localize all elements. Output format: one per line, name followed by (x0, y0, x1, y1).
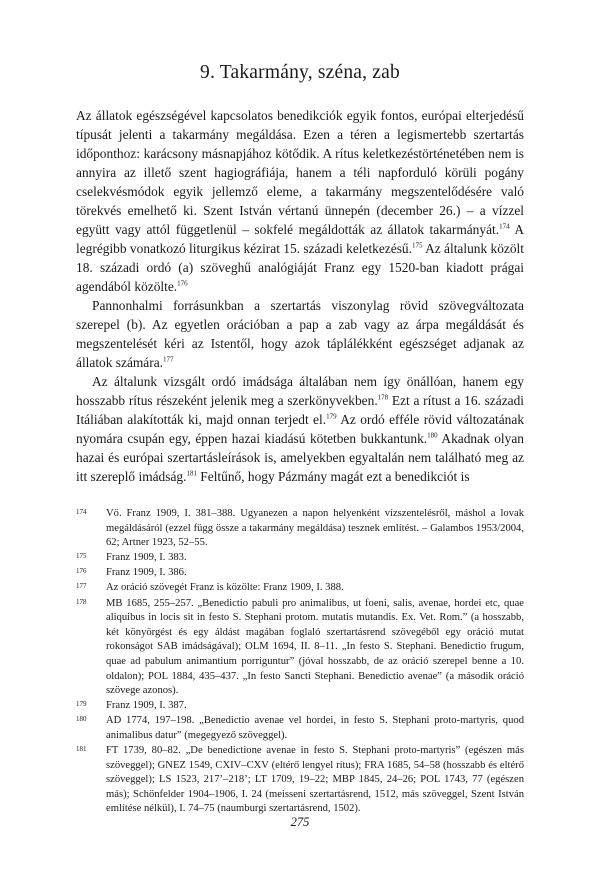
footnote-number: 178 (76, 597, 87, 606)
footnote (76, 597, 524, 699)
footnote-number: 175 (76, 552, 87, 561)
footnote (76, 744, 524, 817)
footnote-text: Vö. Franz 1909, I. 381–388. Ugyanezen a napon helyenként vízszentelésről, máshol a lovak megáldásáról (ezzel függ össze a takarmány megáldása) tesznek említést. – Galambos 1953/2004, 62; Artner 1923, 52–55. (106, 508, 524, 549)
footnote-text: FT 1739, 80–82. „De benedictione avenae in festo S. Stephani proto-martyris” (egészen más szöveggel); GNEZ 1549, CXIV–CXV (eltérő lengyel rítus); FRA 1685, 54–58 (hosszabb és eltérő szöveggel); LS 1523, 217’–218’; LT 1709, 19–22; MBP 1845, 24–26; POL 1743, 77 (egészen más); Schönfelder 1904–1906, I. 24 (meisseni szertartásrend, 1512, más szöveggel, Szent István említése nélkül), I. 74–75 (naumburgi szertartásrend, 1502). (106, 745, 524, 815)
footnote-number: 180 (76, 715, 87, 724)
page-number: 275 (290, 815, 310, 829)
footnote-reference: 177 (163, 355, 174, 364)
body-paragraph (76, 106, 524, 296)
footnote-text: MB 1685, 255–257. „Benedictio pabuli pro animalibus, ut foeni, salis, avenae, hordei etc, quae aliquibus in locis sit in festo S. Stephani protom. mutatis mutandis. Ex. Vet. Rom.” (a hosszabb, két könyörgést és egy áldást magában foglaló szertartásrend szövegéből egy oráció mutat rokonságot SAB imádságával); OLM 1694, II. 8–11. „In festo S. Stephani. Benedictio frugum, quae ad pabulum animantium porriguntur” (jóval hosszabb, de az oráció szerepel benne a 10. oldalon); POL 1884, 435–437. „In festo Sancti Stephani. Benedictio avenae” (a második oráció szövege azonos). (106, 597, 524, 697)
footnote-reference: 179 (326, 412, 337, 421)
footnote-reference: 180 (427, 431, 438, 440)
footnote (76, 551, 524, 566)
footnote-reference: 174 (499, 222, 510, 231)
footnote-reference: 176 (177, 279, 188, 288)
paragraph-text: Akadnak olyan hazai és európai szertartásleírások is, amelyekben egyaltalán nem található meg az itt szereplő imádság. (76, 431, 524, 484)
paragraph-text: Az ordó efféle rövid változatának nyomára csupán egy, éppen hazai kiadású kötetben bukkantunk. (76, 412, 525, 446)
footnote-number: 176 (76, 567, 87, 576)
footnote (76, 566, 524, 581)
footnote (76, 714, 524, 743)
footnote-number: 181 (76, 745, 87, 753)
footnote-text: Az oráció szövegét Franz is közölte: Franz 1909, I. 388. (106, 582, 344, 594)
footnote-number: 179 (76, 700, 87, 709)
paragraph-text: A legrégibb vonatkozó liturgikus kézirat 15. századi keletkezésű. (76, 222, 524, 256)
body-paragraph (76, 372, 524, 486)
footnote (76, 507, 524, 551)
footnote-text: Franz 1909, I. 387. (106, 700, 187, 712)
body-paragraph (76, 296, 524, 372)
paragraph-text: Az általunk közölt 18. századi ordó (a) szöveghű analógiáját Franz egy 1520-ban kiadott prágai agendából közölte. (76, 241, 525, 294)
paragraph-text: Pannonhalmi forrásunkban a szertartás viszonylag rövid szövegváltozata szerepel (b). Az egyetlen orációban a pap a zab vagy az árpa megáldását és megszentelését kéri az Istentől, hogy azok táplálékként egészséget adjanak az állatok számára. (76, 298, 524, 370)
footnote-reference: 175 (411, 241, 423, 250)
body-text (76, 106, 524, 486)
paragraph-text: Az általunk vizsgált ordó imádsága általában nem így önállóan, hanem egy hosszabb rítus részeként jelenik meg a szerkönyvekben. (76, 374, 524, 408)
footnote-reference: 181 (186, 469, 197, 478)
footnote-number: 174 (76, 508, 87, 516)
footnote-reference: 178 (377, 393, 389, 402)
footnote-text: Franz 1909, I. 383. (106, 552, 187, 564)
footnote (76, 581, 524, 596)
paragraph-text: Ezt a rítust a 16. századi Itáliában alakították ki, majd onnan terjedt el. (76, 393, 524, 427)
footnote (76, 699, 524, 714)
footnote-text: Franz 1909, I. 386. (106, 567, 187, 579)
chapter-title: 9. Takarmány, széna, zab (200, 62, 400, 83)
paragraph-text: Az állatok egészségével kapcsolatos benedikciók egyik fontos, európai elterjedésű típusát jelenti a takarmány megáldása. Ezen a téren a legismertebb szertartás időponthoz: karácsony másnapjához kötődik. A rítus keletkezéstörténetében nem is annyira az illető szent hagiográfiája, hanem a téli napforduló körüli pogány cselekvésmódok egyik jellemző eleme, a takarmány megszentelődésére való törekvés emelhető ki. Szent István vértanú ünnepén (december 26.) – a vízzel együtt vagy attól függetlenül – sokfelé megáldották az állatok takarmányát. (76, 108, 524, 237)
footnote-text: AD 1774, 197–198. „Benedictio avenae vel hordei, in festo S. Stephani proto-martyris, quod animalibus datur” (megegyező szöveggel). (106, 715, 524, 741)
paragraph-text: Feltűnő, hogy Pázmány magát ezt a benedikciót is (196, 469, 470, 484)
footnote-number: 177 (76, 582, 87, 591)
footnotes (76, 507, 524, 817)
